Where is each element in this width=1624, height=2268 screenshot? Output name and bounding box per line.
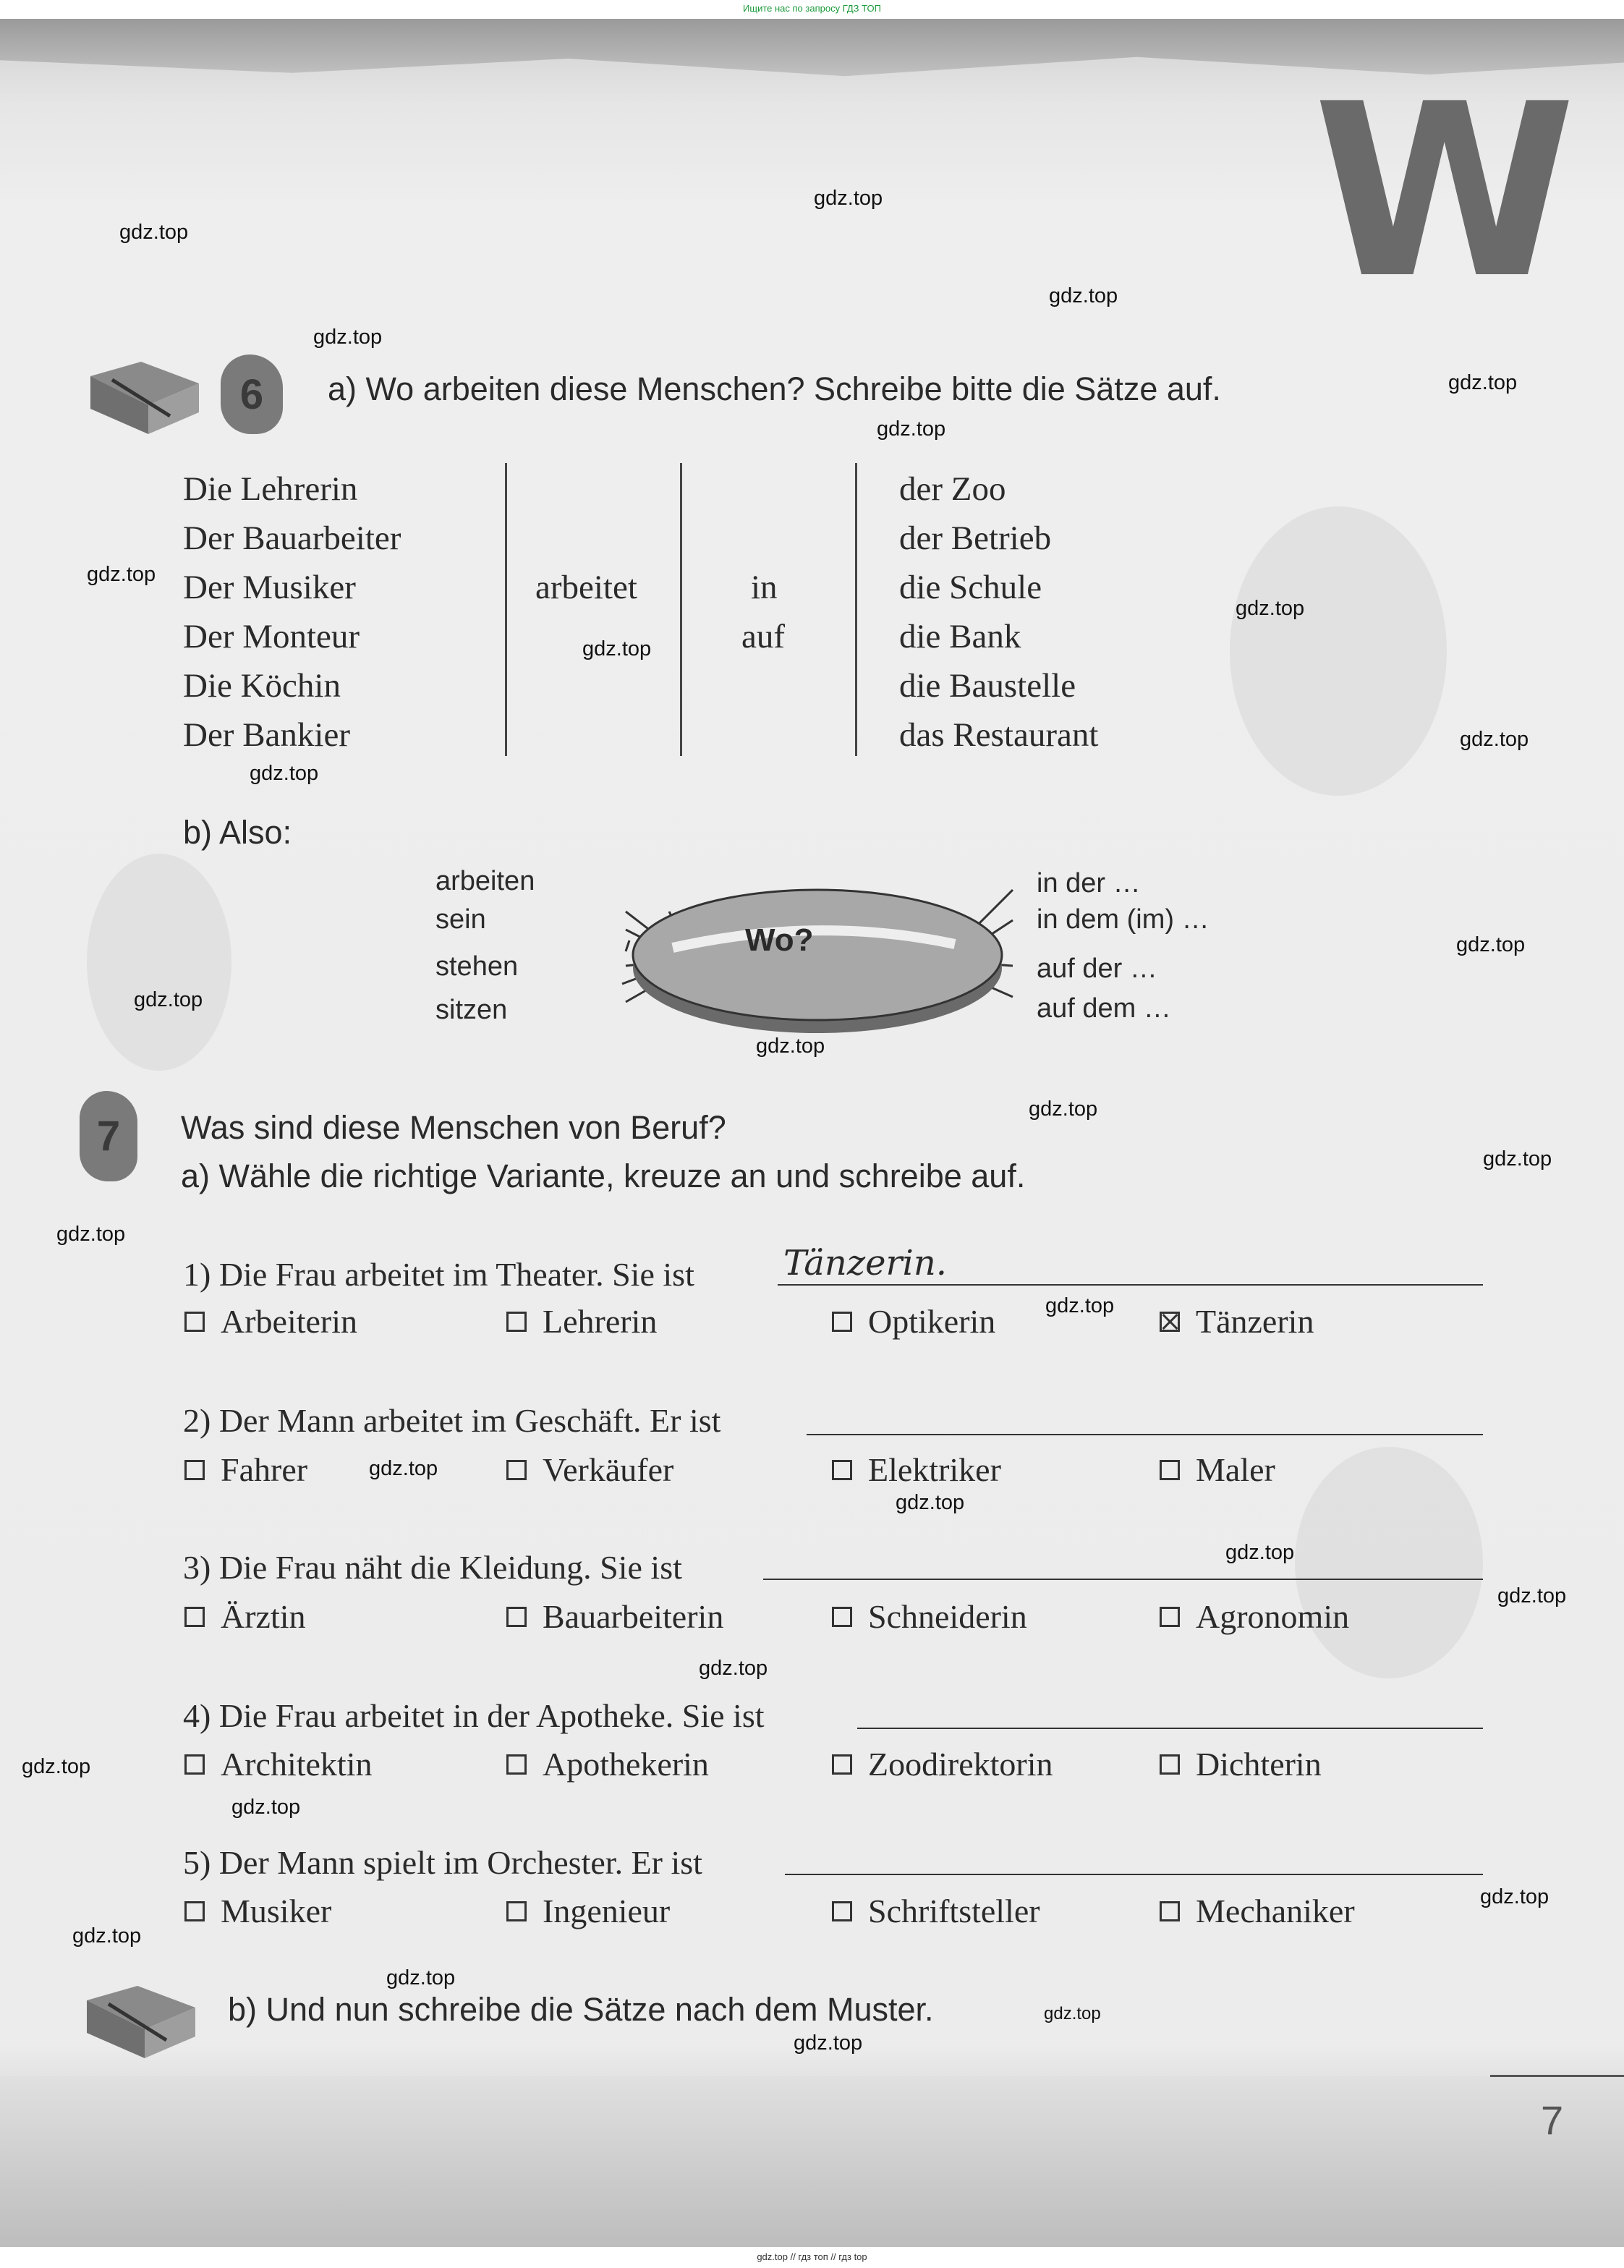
watermark: gdz.top xyxy=(877,417,946,441)
watermark: gdz.top xyxy=(1049,284,1118,307)
watermark: gdz.top xyxy=(250,762,319,785)
wo-label: Wo? xyxy=(745,922,814,958)
background-figure xyxy=(1295,1447,1483,1678)
answer-line[interactable] xyxy=(785,1874,1483,1875)
checkbox[interactable] xyxy=(1160,1754,1180,1775)
exercise-7-title: Was sind diese Menschen von Beruf? xyxy=(181,1109,726,1146)
answer-line[interactable] xyxy=(778,1284,1483,1286)
option[interactable]: Ingenieur xyxy=(506,1892,670,1930)
exercise-number-badge: 6 xyxy=(221,354,283,434)
phrase: auf dem … xyxy=(1037,993,1171,1024)
option[interactable]: Maler xyxy=(1160,1451,1275,1489)
verb: arbeitet xyxy=(535,569,637,606)
option[interactable]: Architektin xyxy=(184,1745,373,1783)
checked-checkbox[interactable] xyxy=(1160,1312,1180,1332)
watermark: gdz.top xyxy=(1497,1584,1567,1607)
question: 1) Die Frau arbeitet im Theater. Sie ist xyxy=(183,1256,694,1293)
book-icon xyxy=(83,354,206,441)
places-column xyxy=(899,464,1098,760)
watermark: gdz.top xyxy=(1044,2004,1101,2023)
checkbox[interactable] xyxy=(184,1607,205,1627)
checkbox[interactable] xyxy=(184,1901,205,1921)
checkbox[interactable] xyxy=(832,1901,852,1921)
page-number-rule xyxy=(1490,2075,1624,2077)
book-icon xyxy=(80,1979,203,2065)
handwritten-answer: Tänzerin. xyxy=(783,1243,947,1283)
checkbox[interactable] xyxy=(832,1312,852,1332)
option[interactable]: Musiker xyxy=(184,1892,331,1930)
option[interactable]: Schneiderin xyxy=(832,1597,1027,1636)
watermark: gdz.top xyxy=(582,637,652,661)
checkbox[interactable] xyxy=(832,1607,852,1627)
answer-line[interactable] xyxy=(857,1728,1483,1729)
option[interactable]: Elektriker xyxy=(832,1451,1001,1489)
watermark: gdz.top xyxy=(814,187,883,210)
place: die Bank xyxy=(899,618,1021,655)
place: der Betrieb xyxy=(899,519,1052,557)
question: 2) Der Mann arbeitet im Geschäft. Er ist xyxy=(183,1402,721,1439)
verb-stehen: stehen xyxy=(435,951,519,982)
checkbox[interactable] xyxy=(1160,1460,1180,1480)
checkbox[interactable] xyxy=(832,1754,852,1775)
place: die Baustelle xyxy=(899,667,1076,705)
verb-sein: sein xyxy=(435,904,486,935)
checkbox[interactable] xyxy=(184,1312,205,1332)
watermark: gdz.top xyxy=(134,988,203,1011)
exercise-7-part-b: b) Und nun schreibe die Sätze nach dem Muster. xyxy=(228,1991,934,2028)
phrase: auf der … xyxy=(1037,954,1157,984)
exercise-6-heading: a) Wo arbeiten diese Menschen? Schreibe bitte die Sätze auf. xyxy=(328,370,1221,407)
watermark: gdz.top xyxy=(386,1966,456,1989)
phrase: in dem (im) … xyxy=(1037,904,1210,935)
watermark: gdz.top xyxy=(72,1924,142,1948)
option-selected[interactable]: Tänzerin xyxy=(1160,1302,1314,1341)
place: die Schule xyxy=(899,569,1042,606)
answer-line[interactable] xyxy=(807,1434,1483,1435)
option[interactable]: Arbeiterin xyxy=(184,1302,357,1341)
answer-line[interactable] xyxy=(763,1579,1483,1580)
verb-arbeiten: arbeiten xyxy=(435,866,535,896)
watermark: gdz.top xyxy=(756,1035,825,1058)
phrase: in der … xyxy=(1037,868,1141,899)
watermark: gdz.top xyxy=(699,1657,768,1680)
preposition: in xyxy=(751,569,778,606)
option[interactable]: Ärztin xyxy=(184,1597,306,1636)
option[interactable]: Zoodirektorin xyxy=(832,1745,1053,1783)
option[interactable]: Schriftsteller xyxy=(832,1892,1040,1930)
page-number: 7 xyxy=(1541,2097,1564,2143)
subject: Der Bankier xyxy=(183,716,350,754)
checkbox[interactable] xyxy=(506,1312,527,1332)
checkbox[interactable] xyxy=(1160,1607,1180,1627)
checkbox[interactable] xyxy=(832,1460,852,1480)
exercise-7-instruction: a) Wähle die richtige Variante, kreuze an und schreibe auf. xyxy=(181,1158,1026,1194)
checkbox[interactable] xyxy=(184,1754,205,1775)
watermark: gdz.top xyxy=(231,1796,301,1819)
table-divider xyxy=(505,463,507,756)
verb-sitzen: sitzen xyxy=(435,995,508,1025)
option[interactable]: Verkäufer xyxy=(506,1451,673,1489)
watermark: gdz.top xyxy=(1225,1541,1295,1564)
subject: Der Bauarbeiter xyxy=(183,519,401,557)
watermark: gdz.top xyxy=(1480,1885,1549,1908)
top-note[interactable]: Ищите нас по запросу ГДЗ ТОП xyxy=(743,3,881,14)
watermark: gdz.top xyxy=(119,221,189,244)
watermark: gdz.top xyxy=(1029,1097,1098,1121)
subject: Die Köchin xyxy=(183,667,341,705)
option[interactable]: Apothekerin xyxy=(506,1745,709,1783)
option[interactable]: Optikerin xyxy=(832,1302,995,1341)
checkbox[interactable] xyxy=(506,1607,527,1627)
subject: Der Monteur xyxy=(183,618,360,655)
place: der Zoo xyxy=(899,470,1006,508)
watermark: gdz.top xyxy=(1236,597,1305,620)
background-figure xyxy=(1230,506,1447,796)
checkbox[interactable] xyxy=(1160,1901,1180,1921)
unit-letter: W xyxy=(1313,53,1562,331)
watermark: gdz.top xyxy=(369,1457,438,1480)
watermark: gdz.top xyxy=(56,1223,126,1246)
question: 5) Der Mann spielt im Orchester. Er ist xyxy=(183,1844,702,1881)
checkbox[interactable] xyxy=(184,1460,205,1480)
subject: Die Lehrerin xyxy=(183,470,358,508)
option[interactable]: Dichterin xyxy=(1160,1745,1322,1783)
checkbox[interactable] xyxy=(506,1460,527,1480)
subjects-column xyxy=(183,464,401,760)
watermark: gdz.top xyxy=(1460,728,1529,751)
watermark: gdz.top xyxy=(1448,371,1518,394)
part-b-label: b) Also: xyxy=(183,814,292,851)
watermark: gdz.top xyxy=(1045,1294,1115,1317)
checkbox[interactable] xyxy=(506,1754,527,1775)
subject: Der Musiker xyxy=(183,569,356,606)
watermark: gdz.top xyxy=(896,1491,965,1514)
watermark: gdz.top xyxy=(1483,1147,1552,1171)
option[interactable]: Bauarbeiterin xyxy=(506,1597,723,1636)
background-figure xyxy=(87,854,231,1071)
table-divider xyxy=(855,463,857,756)
question: 4) Die Frau arbeitet in der Apotheke. Sie ist xyxy=(183,1697,765,1734)
option[interactable]: Fahrer xyxy=(184,1451,307,1489)
bottom-note[interactable]: gdz.top // гдз топ // гдз top xyxy=(757,2251,867,2262)
table-divider xyxy=(680,463,682,756)
bottom-band xyxy=(0,2076,1624,2247)
question: 3) Die Frau näht die Kleidung. Sie ist xyxy=(183,1549,682,1586)
option[interactable]: Lehrerin xyxy=(506,1302,657,1341)
option[interactable]: Agronomin xyxy=(1160,1597,1349,1636)
checkbox[interactable] xyxy=(506,1901,527,1921)
watermark: gdz.top xyxy=(794,2031,863,2055)
watermark: gdz.top xyxy=(22,1755,91,1778)
watermark: gdz.top xyxy=(87,563,156,586)
watermark: gdz.top xyxy=(1456,933,1526,956)
watermark: gdz.top xyxy=(313,326,383,349)
place: das Restaurant xyxy=(899,716,1099,754)
exercise-number-badge: 7 xyxy=(80,1091,137,1181)
preposition: auf xyxy=(741,618,786,655)
option[interactable]: Mechaniker xyxy=(1160,1892,1355,1930)
